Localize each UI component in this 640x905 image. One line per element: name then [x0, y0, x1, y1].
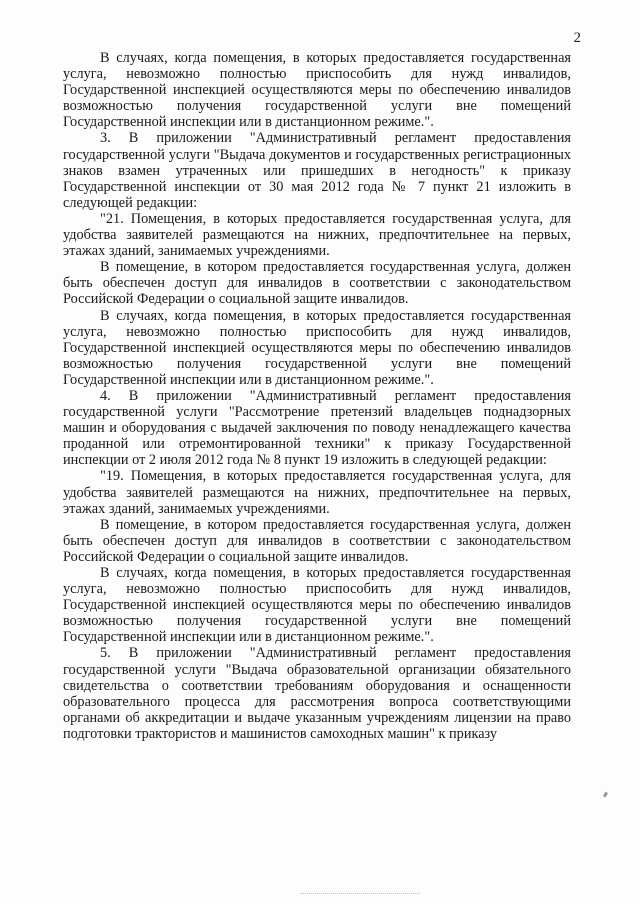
paragraph-3: "21. Помещения, в которых предоставляется государственная услуга, для удобства заявителей размещаются на нижних, предпочтительнее на первых, этажах зданий, занимаемых учреждениями. — [63, 210, 571, 260]
paragraph-4: В помещение, в котором предоставляется государственная услуга, должен быть обеспечен доступ для инвалидов в соответствии с законодательством Российской Федерации о социальной защите инвалидов. — [63, 259, 571, 308]
paragraph-10: 5. В приложении "Административный регламент предоставления государственной услуги "Выдача образовательной организации обязательного свидетельства о соответствии требованиям оборудования и оснащенности образовательного процесса для рассмотрения вопроса соответствующими органами об аккредитации и выдаче указанным учреждениям лицензии на право подготовки трактористов и машинистов самоходных машин" к приказу — [63, 645, 571, 742]
scan-bottom-marks — [300, 893, 420, 896]
paragraph-6: 4. В приложении "Административный регламент предоставления государственной услуги "Рассмотрение претензий владельцев поднадзорных машин и оборудования с выдачей заключения по поводу ненадлежащего качества проданной или отремонтированной техники" к приказу Государственной инспекции от 2 июля 2012 года № 8 пункт 19 изложить в следующей редакции: — [63, 387, 571, 469]
scan-speck — [603, 792, 608, 798]
paragraph-2: 3. В приложении "Административный регламент предоставления государственной услуги "Выдача документов и государственных регистрационных знаков взамен утраченных или пришедших в негодность" к приказу Государственной инспекции от 30 мая 2012 года № 7 пункт 21 изложить в следующей редакции: — [63, 130, 571, 211]
document-body — [63, 50, 571, 742]
paragraph-5: В случаях, когда помещения, в которых предоставляется государственная услуга, невозможно полностью приспособить для нужд инвалидов, Государственной инспекцией осуществляются меры по обеспечению инвалидов возможностью получения государственной услуги вне помещений Государственной инспекции или в дистанционном режиме.". — [63, 307, 571, 388]
paragraph-1: В случаях, когда помещения, в которых предоставляется государственная услуга, невозможно полностью приспособить для нужд инвалидов, Государственной инспекцией осуществляются меры по обеспечению инвалидов возможностью получения государственной услуги вне помещений Государственной инспекции или в дистанционном режиме.". — [63, 50, 571, 131]
paragraph-9: В случаях, когда помещения, в которых предоставляется государственная услуга, невозможно полностью приспособить для нужд инвалидов, Государственной инспекцией осуществляются меры по обеспечению инвалидов возможностью получения государственной услуги вне помещений Государственной инспекции или в дистанционном режиме.". — [63, 565, 571, 646]
paragraph-8: В помещение, в котором предоставляется государственная услуга, должен быть обеспечен доступ для инвалидов в соответствии с законодательством Российской Федерации о социальной защите инвалидов. — [63, 516, 571, 565]
paragraph-7: "19. Помещения, в которых предоставляется государственная услуга, для удобства заявителей размещаются на нижних, предпочтительнее на первых, этажах зданий, занимаемых учреждениями. — [63, 468, 571, 517]
page-number: 2 — [573, 30, 581, 46]
